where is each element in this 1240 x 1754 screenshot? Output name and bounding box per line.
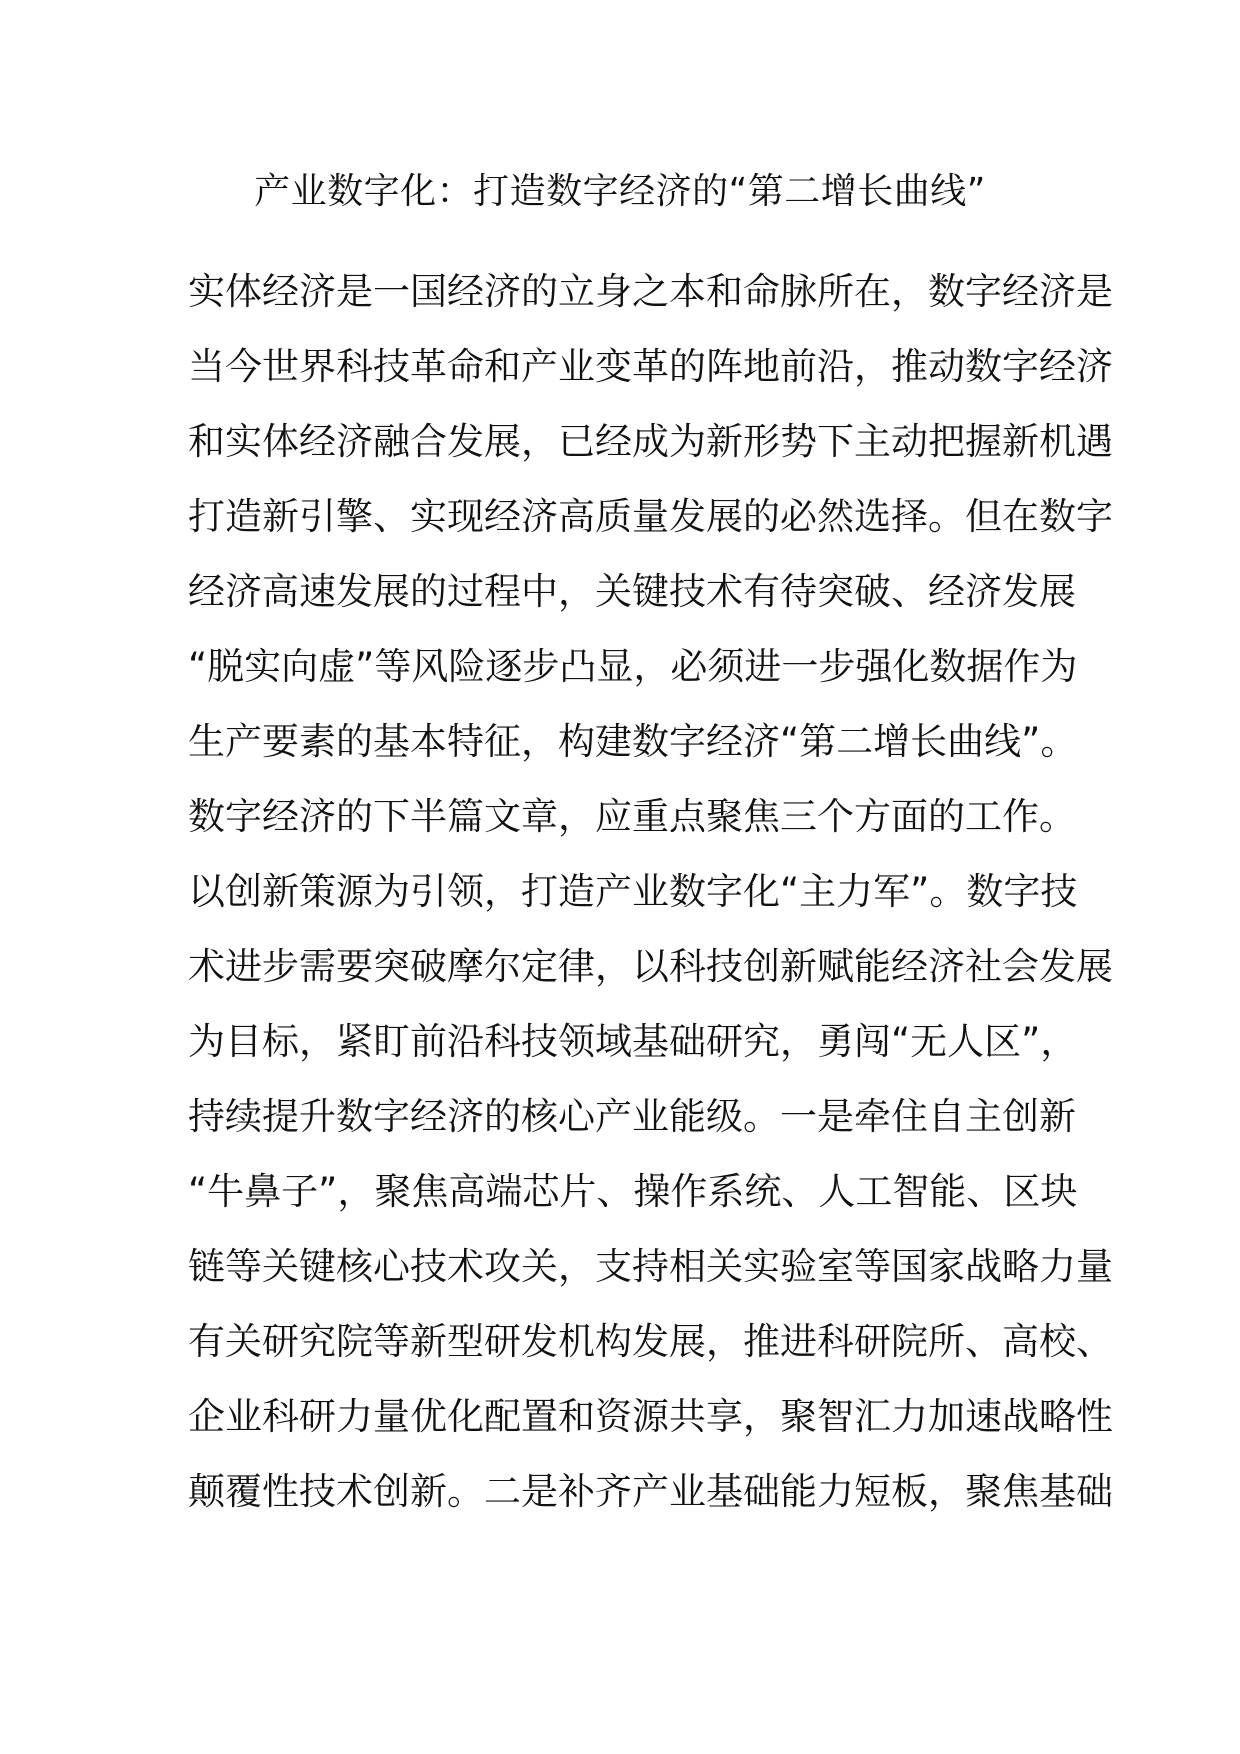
paragraph-1	[188, 254, 1113, 854]
text-line: 经济高速发展的过程中，关键技术有待突破、经济发展	[188, 570, 1076, 613]
text-line: 实体经济是一国经济的立身之本和命脉所在，数字经济是	[188, 270, 1113, 313]
text-line: 术进步需要突破摩尔定律，以科技创新赋能经济社会发展	[188, 945, 1113, 988]
text-line: 为目标，紧盯前沿科技领域基础研究，勇闯“无人区”，	[188, 1020, 1078, 1063]
text-line: 颠覆性技术创新。二是补齐产业基础能力短板，聚焦基础	[188, 1470, 1113, 1513]
text-line: 当今世界科技革命和产业变革的阵地前沿，推动数字经济	[188, 345, 1113, 388]
text-line: 企业科研力量优化配置和资源共享，聚智汇力加速战略性	[188, 1395, 1113, 1438]
text-line: 有关研究院等新型研发机构发展，推进科研院所、高校、	[188, 1320, 1113, 1363]
document-title: 产业数字化：打造数字经济的“第二增长曲线”	[254, 171, 986, 212]
text-line: 链等关键核心技术攻关，支持相关实验室等国家战略力量	[188, 1245, 1113, 1288]
text-line: 和实体经济融合发展，已经成为新形势下主动把握新机遇	[188, 420, 1113, 463]
text-line: “脱实向虚”等风险逐步凸显，必须进一步强化数据作为	[188, 645, 1078, 688]
text-line: 数字经济的下半篇文章，应重点聚焦三个方面的工作。	[188, 795, 1076, 838]
text-line: 生产要素的基本特征，构建数字经济“第二增长曲线”。	[188, 720, 1078, 763]
text-line: 持续提升数字经济的核心产业能级。一是牵住自主创新	[188, 1095, 1076, 1138]
paragraph-2	[188, 854, 1113, 1529]
text-line: 打造新引擎、实现经济高质量发展的必然选择。但在数字	[188, 495, 1113, 538]
text-line: 以创新策源为引领，打造产业数字化“主力军”。数字技	[188, 870, 1078, 913]
text-line: “牛鼻子”，聚焦高端芯片、操作系统、人工智能、区块	[188, 1170, 1078, 1213]
